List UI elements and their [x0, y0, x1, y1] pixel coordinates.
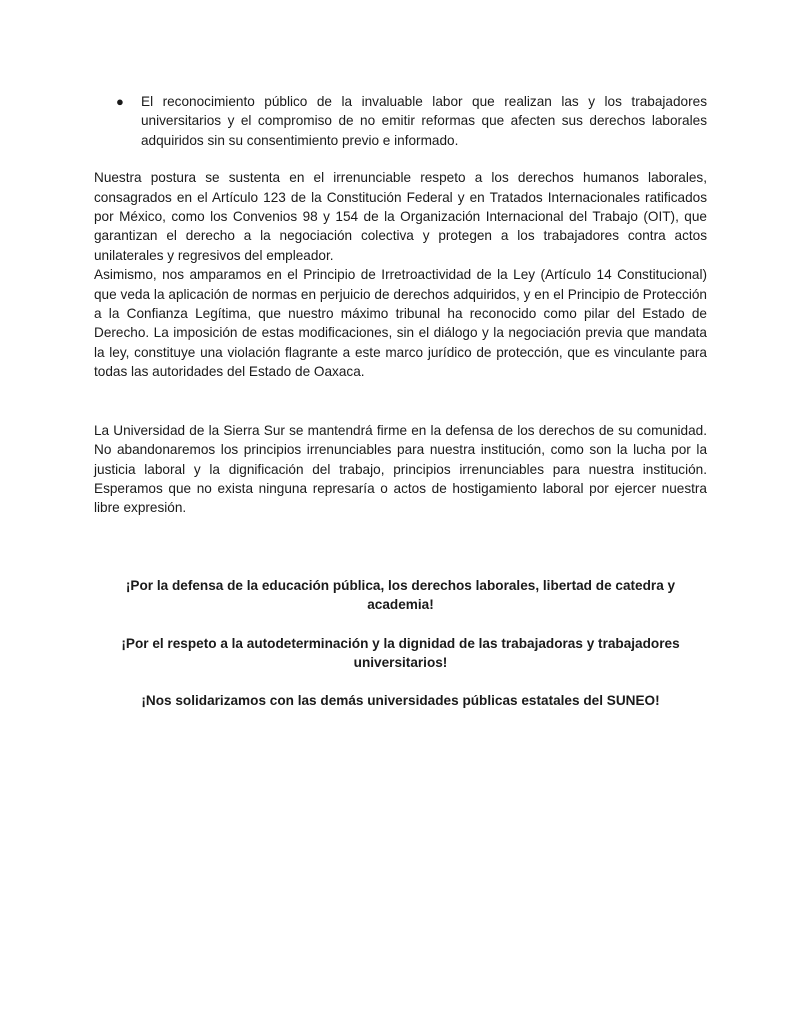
paragraph-irretroactivity: Asimismo, nos amparamos en el Principio de Irretroactividad de la Ley (Artículo 14 Constitucional) que veda la aplicación de normas en perjuicio de derechos adquiridos, y en el Principio de Protección a la Confianza Legítima, que nuestro máximo tribunal ha reconocido como pilar del Estado de Derecho. La imposición de estas modificaciones, sin el diálogo y la negociación previa que mandata la ley, constituye una violación flagrante a este marco jurídico de protección, que es vinculante para todas las autoridades del Estado de Oaxaca. [94, 267, 707, 380]
slogan-self-determination: ¡Por el respeto a la autodeterminación y la dignidad de las trabajadoras y trabajadores universitarios! [121, 635, 680, 670]
list-item-text: El reconocimiento público de la invaluable labor que realizan las y los trabajadores universitarios y el compromiso de no emitir reformas que afecten sus derechos laborales adquiridos sin su consentimiento previo e informado. [141, 94, 707, 148]
demands-list [94, 92, 707, 150]
document-body [94, 92, 707, 711]
list-item [94, 92, 707, 150]
paragraph-university-stance: La Universidad de la Sierra Sur se mantendrá firme en la defensa de los derechos de su comunidad. No abandonaremos los principios irrenunciables para nuestra institución, como son la lucha por la justicia laboral y la dignificación del trabajo, principios irrenunciables para nuestra institución. Esperamos que no exista ninguna represaría o actos de hostigamiento laboral por ejercer nuestra libre expresión. [94, 422, 707, 516]
bullet-icon: ● [116, 94, 124, 109]
slogan-solidarity: ¡Nos solidarizamos con las demás universidades públicas estatales del SUNEO! [141, 693, 660, 709]
slogan-public-education: ¡Por la defensa de la educación pública, los derechos laborales, libertad de catedra y academia! [125, 577, 676, 613]
paragraph-legal-basis: Nuestra postura se sustenta en el irrenunciable respeto a los derechos humanos laborales, consagrados en el Artículo 123 de la Constitución Federal y en Tratados Internacionales ratificados por México, como los Convenios 98 y 154 de la Organización Internacional del Trabajo (OIT), que garantizan el derecho a la negociación colectiva y protegen a los trabajadores contra actos unilaterales y regresivos del empleador. [94, 170, 707, 263]
slogans-section [94, 576, 707, 711]
